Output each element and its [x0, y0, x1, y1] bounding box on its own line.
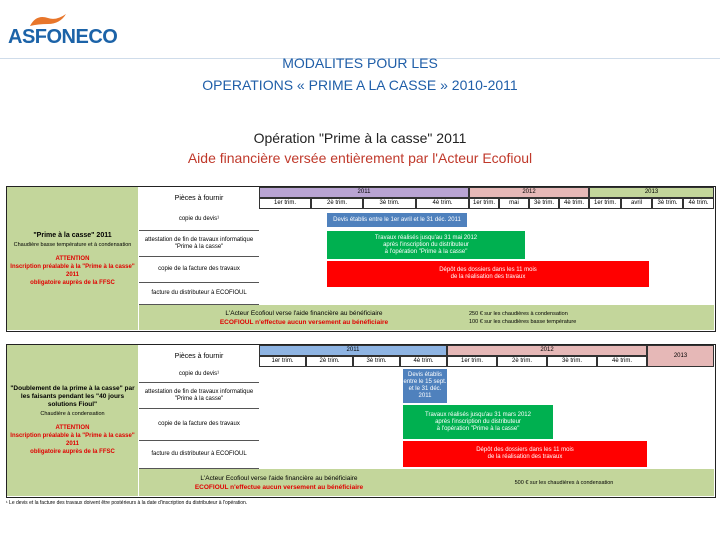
table2-period: 2è trim. [306, 356, 353, 367]
table1-period: 3è trim. [529, 198, 559, 209]
schedule-table-1 [6, 186, 716, 332]
table1-bar-works: Travaux réalisés jusqu'au 31 mai 2012 après l'inscription du distributeur à l'opération "Prime à la casse" [327, 231, 525, 259]
table1-period: 3è trim. [652, 198, 683, 209]
table2-pieces-header: Pièces à fournir [174, 352, 224, 360]
table1-period: 4è trim. [559, 198, 589, 209]
table1-footer [139, 305, 714, 330]
table1-footer-amount-2: 100 € sur les chaudières basse température [469, 318, 577, 325]
table1-footer-note-2: ECOFIOUL n'effectue aucun versement au bénéficiaire [219, 318, 389, 326]
table1-period: 1er trim. [469, 198, 499, 209]
table1-pieces-header: Pièces à fournir [139, 187, 259, 209]
asfoneco-logo [8, 12, 118, 52]
table1-piece: attestation de fin de travaux informatique "Prime à la casse" [139, 231, 259, 257]
table1-period: 3è trim. [363, 198, 416, 209]
table1-left-warning: ATTENTION Inscription préalable à la "Prime à la casse" 2011 obligatoire auprès de la FFSC [10, 255, 135, 286]
table1-period: 4è trim. [683, 198, 714, 209]
table2-period: 4è trim. [597, 356, 647, 367]
table1-footer-amount-1: 250 € sur les chaudières à condensation [469, 310, 568, 317]
table2-footer [139, 469, 714, 496]
table1-left-desc: Chaudière basse température et à condensation [13, 241, 132, 248]
table1-bar-quotes: Devis établis entre le 1er avril et le 31 déc. 2011 [327, 213, 467, 227]
table2-footer-note-2: ECOFIOUL n'effectue aucun versement au bénéficiaire [194, 483, 364, 491]
table1-bar-filing: Dépôt des dossiers dans les 11 mois de la réalisation des travaux [327, 261, 649, 287]
table2-left-desc: Chaudière à condensation [40, 411, 105, 417]
table2-piece: attestation de fin de travaux informatique "Prime à la casse" [139, 383, 259, 409]
table2-footer-amount: 500 € sur les chaudières à condensation [514, 479, 614, 486]
table2-bar-filing: Dépôt des dossiers dans les 11 mois de la réalisation des travaux [403, 441, 647, 467]
table2-footer-note-1: L'Acteur Ecofioul verse l'aide financière au bénéficiaire [200, 474, 358, 482]
table2-left-warning: ATTENTION Inscription préalable à la "Prime à la casse" 2011 obligatoire auprès de la FFSC [10, 425, 135, 455]
table1-period: 1er trim. [589, 198, 621, 209]
table2-period: 3è trim. [353, 356, 400, 367]
table2-bar-works: Travaux réalisés jusqu'au 31 mars 2012 après l'inscription du distributeur à l'opération "Prime à la casse" [403, 405, 553, 439]
table2-period: 3è trim. [547, 356, 597, 367]
table1-period: avril [621, 198, 652, 209]
table2-left-panel [7, 345, 138, 496]
title-line-1: MODALITES POUR LES [282, 55, 438, 71]
subtitle-line-2: Aide financière versée entièrement par l'Acteur Ecofioul [187, 150, 533, 166]
table2-left-title: "Doublement de la prime à la casse" par les faisants pendant les "40 jours solutions Fioul" [10, 385, 135, 408]
table2-piece: copie du devis¹ [139, 367, 259, 383]
table1-year-2011: 2011 [259, 187, 469, 198]
table1-period: mai [499, 198, 529, 209]
subtitle-line-1: Opération "Prime à la casse" 2011 [253, 130, 467, 146]
table1-year-2013: 2013 [589, 187, 714, 198]
footnote: ¹ Le devis et la facture des travaux doivent être postérieurs à la date d'inscription du distributeur à l'opération. [6, 500, 248, 506]
subtitle [0, 128, 720, 168]
table1-left-panel [7, 187, 138, 330]
table2-year-2012: 2012 [447, 345, 647, 356]
table2-year-2011: 2011 [259, 345, 447, 356]
table1-period: 2è trim. [311, 198, 363, 209]
table2-period: 2è trim. [497, 356, 547, 367]
table1-footer-note-1: L'Acteur Ecofioul verse l'aide financière au bénéficiaire [225, 309, 383, 317]
table2-year-2013: 2013 [647, 345, 714, 367]
table2-piece: facture du distributeur à ECOFIOUL [139, 441, 259, 469]
table1-piece: copie de la facture des travaux [139, 257, 259, 283]
table2-bar-quotes: Devis établis entre le 15 sept. et le 31 déc. 2011 [403, 369, 447, 403]
schedule-table-2 [6, 344, 716, 498]
table2-piece: copie de la facture des travaux [139, 409, 259, 441]
logo-text: ASFONECO [8, 26, 118, 48]
table2-period: 1er trim. [447, 356, 497, 367]
table1-left-title: "Prime à la casse" 2011 [33, 231, 112, 239]
table1-year-2012: 2012 [469, 187, 589, 198]
table2-period: 4è trim. [400, 356, 447, 367]
table1-period: 1er trim. [259, 198, 311, 209]
page-title [0, 52, 720, 96]
table2-period: 1er trim. [259, 356, 306, 367]
table1-piece: facture du distributeur à ECOFIOUL [139, 283, 259, 305]
table1-period: 4è trim. [416, 198, 469, 209]
table1-piece: copie du devis¹ [139, 209, 259, 231]
title-line-2: OPERATIONS « PRIME A LA CASSE » 2010-2011 [202, 77, 518, 93]
